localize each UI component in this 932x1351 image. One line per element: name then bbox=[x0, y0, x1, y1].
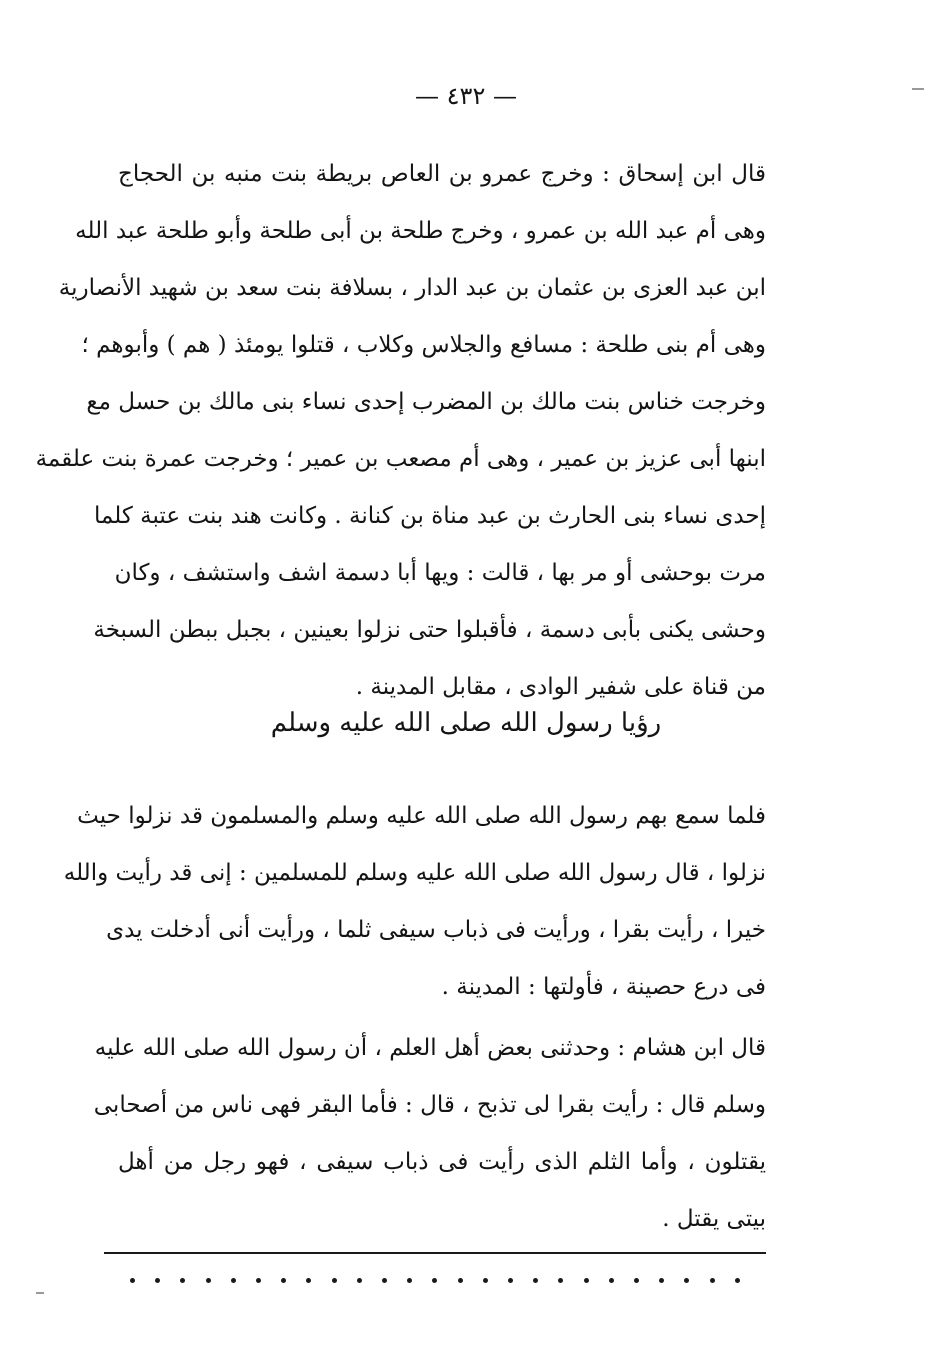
footnote-dots bbox=[130, 1268, 740, 1292]
scan-artifact bbox=[912, 88, 924, 90]
paragraph-3 bbox=[93, 1020, 766, 1248]
dot-mark bbox=[584, 1278, 589, 1283]
text-line: ابنها أبى عزيز بن عمير ، وهى أم مصعب بن عمير ؛ وخرجت عمرة بنت علقمة bbox=[35, 446, 766, 472]
scan-artifact bbox=[36, 1292, 44, 1294]
dot-mark bbox=[710, 1278, 715, 1283]
text-line: مرت بوحشى أو مر بها ، قالت : ويها أبا دسمة اشف واستشف ، وكان bbox=[114, 560, 766, 586]
text-line: وحشى يكنى بأبى دسمة ، فأقبلوا حتى نزلوا بعينين ، بجبل ببطن السبخة bbox=[93, 617, 766, 643]
text-line: فى درع حصينة ، فأولتها : المدينة . bbox=[441, 974, 766, 1000]
text-line: قال ابن هشام : وحدثنى بعض أهل العلم ، أن رسول الله صلى الله عليه bbox=[94, 1035, 766, 1061]
dot-mark bbox=[659, 1278, 664, 1283]
section-heading: رؤيا رسول الله صلى الله عليه وسلم bbox=[270, 708, 662, 738]
text-line: وسلم قال : رأيت بقرا لى تذبح ، قال : فأما البقر فهى ناس من أصحابى bbox=[93, 1092, 766, 1118]
paragraph-1 bbox=[35, 146, 766, 716]
dot-mark bbox=[306, 1278, 311, 1283]
dot-mark bbox=[357, 1278, 362, 1283]
footnote-divider bbox=[104, 1252, 766, 1254]
dot-mark bbox=[231, 1278, 236, 1283]
dot-mark bbox=[634, 1278, 639, 1283]
dot-mark bbox=[483, 1278, 488, 1283]
dot-mark bbox=[407, 1278, 412, 1283]
dot-mark bbox=[609, 1278, 614, 1283]
dot-mark bbox=[206, 1278, 211, 1283]
text-line: إحدى نساء بنى الحارث بن عبد مناة بن كنانة . وكانت هند بنت عتبة كلما bbox=[93, 503, 766, 529]
text-line: قال ابن إسحاق : وخرج عمرو بن العاص بريطة بنت منبه بن الحجاج bbox=[118, 161, 766, 187]
text-line: وهى أم عبد الله بن عمرو ، وخرج طلحة بن أبى طلحة وأبو طلحة عبد الله bbox=[75, 218, 766, 244]
dot-mark bbox=[180, 1278, 185, 1283]
text-line: فلما سمع بهم رسول الله صلى الله عليه وسلم والمسلمون قد نزلوا حيث bbox=[77, 803, 766, 829]
dot-mark bbox=[332, 1278, 337, 1283]
text-line: من قناة على شفير الوادى ، مقابل المدينة . bbox=[355, 674, 766, 700]
dot-mark bbox=[256, 1278, 261, 1283]
dot-mark bbox=[155, 1278, 160, 1283]
text-line: يقتلون ، وأما الثلم الذى رأيت فى ذباب سيفى ، فهو رجل من أهل bbox=[118, 1149, 766, 1175]
text-line: ابن عبد العزى بن عثمان بن عبد الدار ، بسلافة بنت سعد بن شهيد الأنصارية bbox=[58, 275, 766, 301]
dot-mark bbox=[281, 1278, 286, 1283]
dot-mark bbox=[735, 1278, 740, 1283]
text-line: نزلوا ، قال رسول الله صلى الله عليه وسلم للمسلمين : إنى قد رأيت والله bbox=[63, 860, 766, 886]
dot-mark bbox=[508, 1278, 513, 1283]
dot-mark bbox=[533, 1278, 538, 1283]
text-line: وخرجت خناس بنت مالك بن المضرب إحدى نساء بنى مالك بن حسل مع bbox=[86, 389, 766, 415]
dot-mark bbox=[458, 1278, 463, 1283]
text-line: بيتى يقتل . bbox=[662, 1206, 766, 1232]
dot-mark bbox=[382, 1278, 387, 1283]
text-line: وهى أم بنى طلحة : مسافع والجلاس وكلاب ، قتلوا يومئذ ( هم ) وأبوهم ؛ bbox=[81, 332, 766, 358]
page-number: — ٤٣٢ — bbox=[415, 82, 517, 110]
dot-mark bbox=[432, 1278, 437, 1283]
dot-mark bbox=[558, 1278, 563, 1283]
dot-mark bbox=[130, 1278, 135, 1283]
paragraph-2 bbox=[63, 788, 766, 1016]
dot-mark bbox=[684, 1278, 689, 1283]
text-line: خيرا ، رأيت بقرا ، ورأيت فى ذباب سيفى ثلما ، ورأيت أنى أدخلت يدى bbox=[106, 917, 766, 943]
